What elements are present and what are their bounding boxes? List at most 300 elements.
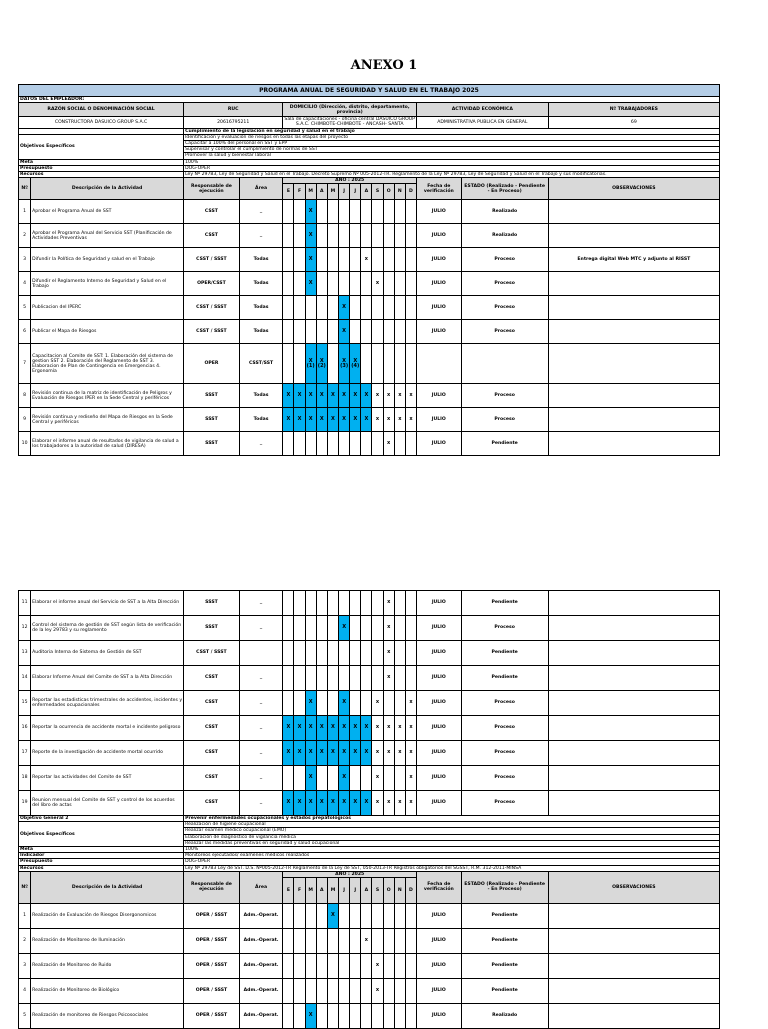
month-mark [283, 432, 294, 456]
month-mark [327, 954, 338, 979]
month-mark [361, 666, 372, 691]
activity-responsible: SSST [184, 384, 240, 408]
month-mark [316, 248, 327, 272]
month-mark: X [283, 408, 294, 432]
month-header: M [305, 878, 316, 904]
activity-number: 15 [19, 691, 31, 716]
activity-row [19, 248, 720, 272]
month-mark [294, 248, 305, 272]
month-mark [361, 591, 372, 616]
month-mark [394, 691, 405, 716]
month-header: A [361, 878, 372, 904]
month-mark [339, 591, 350, 616]
month-mark [361, 766, 372, 791]
activity-responsible: CSST [184, 224, 240, 248]
month-mark: x [383, 741, 394, 766]
month-mark: x [383, 384, 394, 408]
month-mark [350, 666, 361, 691]
month-mark: x [383, 616, 394, 641]
month-mark: X [305, 224, 316, 248]
month-mark: X [350, 791, 361, 816]
sst-program-table-2 [18, 590, 720, 1029]
obj2-especifico: Elaboración de diagnóstico de vigilancia médica [184, 834, 720, 840]
activity-number: 18 [19, 766, 31, 791]
month-mark [339, 979, 350, 1004]
month-mark [283, 641, 294, 666]
activity-row [19, 929, 720, 954]
activity-description: Auditoria Interna de Sistema de Gestión de SST [31, 641, 184, 666]
month-mark [327, 248, 338, 272]
month-mark: x [361, 929, 372, 954]
month-mark [361, 224, 372, 248]
verification-date: JULIO [417, 691, 462, 716]
verification-date: JULIO [417, 432, 462, 456]
month-mark [327, 766, 338, 791]
verification-date: JULIO [417, 200, 462, 224]
sst-program-table-1 [18, 84, 720, 456]
month-mark [405, 591, 416, 616]
verification-date: JULIO [417, 716, 462, 741]
obj1-presupuesto: DOG-OPER [184, 165, 720, 171]
month-mark [394, 248, 405, 272]
activity-row [19, 641, 720, 666]
month-mark [316, 1004, 327, 1029]
verification-date: JULIO [417, 741, 462, 766]
month-mark [372, 641, 383, 666]
month-mark: X [339, 766, 350, 791]
month-mark [350, 296, 361, 320]
month-mark [305, 320, 316, 344]
month-mark: x [394, 408, 405, 432]
month-mark [361, 1004, 372, 1029]
month-mark: x [405, 791, 416, 816]
month-mark [316, 432, 327, 456]
month-mark: X [305, 384, 316, 408]
activity-description: Reportar las actividades del Comite de SST [31, 766, 184, 791]
month-mark [350, 1004, 361, 1029]
obj1-especifico: Supervisar y controlar el cumplimiento de normas de SST [184, 147, 720, 153]
month-mark [350, 641, 361, 666]
month-header: N [394, 878, 405, 904]
activity-row [19, 716, 720, 741]
month-mark [327, 344, 338, 384]
month-mark [372, 248, 383, 272]
month-mark: X [339, 320, 350, 344]
activity-number: 13 [19, 641, 31, 666]
activity-area: Adm.-Operat. [239, 979, 283, 1004]
month-mark [405, 200, 416, 224]
month-mark [394, 1004, 405, 1029]
activity-observations [548, 432, 719, 456]
activity-description: Elaborar el informe anual de resultados de vigilancia de salud a los trabajadores a la autoridad de salud (DIRESA) [31, 432, 184, 456]
month-mark [327, 929, 338, 954]
month-mark: X [316, 791, 327, 816]
month-mark [339, 200, 350, 224]
verification-date: JULIO [417, 296, 462, 320]
month-mark [350, 691, 361, 716]
month-mark: X [361, 408, 372, 432]
month-mark: X [327, 384, 338, 408]
employer-header-name: RAZÓN SOCIAL O DENOMINACIÓN SOCIAL [19, 103, 184, 117]
activity-number: 8 [19, 384, 31, 408]
month-mark [361, 691, 372, 716]
month-mark: X [305, 716, 316, 741]
col-header-resp: Responsable de ejecución [184, 178, 240, 200]
month-mark [316, 320, 327, 344]
month-mark: X [327, 741, 338, 766]
month-header: J [339, 184, 350, 200]
activity-area: Adm.-Operat. [239, 954, 283, 979]
activity-row [19, 224, 720, 248]
activity-description: Control del sistema de gestión de SST según lista de verificación de la ley 29783 y su reglamento [31, 616, 184, 641]
activity-row [19, 741, 720, 766]
verification-date: JULIO [417, 272, 462, 296]
month-mark [372, 616, 383, 641]
month-mark: X [327, 904, 338, 929]
activity-status: Pendiente [461, 979, 548, 1004]
activity-observations [548, 741, 719, 766]
month-mark: X [339, 691, 350, 716]
month-mark [372, 224, 383, 248]
month-mark: X [316, 716, 327, 741]
col-header-area: Área [239, 178, 283, 200]
month-mark: x [361, 248, 372, 272]
month-mark: X [305, 691, 316, 716]
activity-number: 3 [19, 248, 31, 272]
month-mark [361, 954, 372, 979]
activity-row [19, 616, 720, 641]
month-mark [361, 432, 372, 456]
month-mark [283, 296, 294, 320]
year-label: AÑO : 2025 [283, 871, 417, 877]
month-mark [305, 979, 316, 1004]
month-mark [294, 666, 305, 691]
activity-observations [548, 904, 719, 929]
activity-status: Pendiente [461, 641, 548, 666]
month-mark [327, 1004, 338, 1029]
month-mark [283, 224, 294, 248]
month-mark [405, 296, 416, 320]
activity-responsible: OPER / SSST [184, 1004, 240, 1029]
activity-description: Realización de Evaluación de Riesgos Disergonomicos [31, 904, 184, 929]
month-mark: X [305, 741, 316, 766]
obj1-meta: 100% [184, 159, 720, 165]
obj2-indicador: Monitoreos ejecutados/ exámenes médicos realizados [184, 853, 720, 859]
obj1-recursos-label: Recursos [19, 172, 184, 178]
activity-responsible: OPER / SSST [184, 929, 240, 954]
month-mark [350, 248, 361, 272]
activity-responsible: SSST [184, 408, 240, 432]
col-header-desc: Descripción de la Actividad [31, 178, 184, 200]
month-header: E [283, 878, 294, 904]
month-mark: X [316, 741, 327, 766]
activity-row [19, 979, 720, 1004]
month-mark: x [372, 716, 383, 741]
activity-status: Realizado [461, 200, 548, 224]
month-mark [372, 200, 383, 224]
month-mark: x [372, 384, 383, 408]
month-mark: X [305, 272, 316, 296]
activity-observations [548, 691, 719, 716]
program-title: PROGRAMA ANUAL DE SEGURIDAD Y SALUD EN EL TRABAJO 2025 [19, 85, 720, 97]
month-mark [339, 272, 350, 296]
verification-date: JULIO [417, 766, 462, 791]
col-header-obs: OBSERVACIONES [548, 178, 719, 200]
activity-description: Difundir el Reglamento Interno de Seguridad y Salud en el Trabajo [31, 272, 184, 296]
activity-description: Elaborar el informe anual del Servicio de SST a la Alta Dirección [31, 591, 184, 616]
month-mark [294, 766, 305, 791]
col-header-resp: Responsable de ejecución [184, 871, 240, 903]
month-mark [372, 591, 383, 616]
activity-number: 5 [19, 1004, 31, 1029]
activity-area: _ [239, 691, 283, 716]
month-mark: x [383, 591, 394, 616]
month-mark: x [405, 384, 416, 408]
activity-status: Realizado [461, 224, 548, 248]
month-header: J [350, 878, 361, 904]
activity-row [19, 954, 720, 979]
month-mark [361, 616, 372, 641]
verification-date: JULIO [417, 384, 462, 408]
month-mark: x [372, 791, 383, 816]
month-mark [316, 954, 327, 979]
activity-observations [548, 296, 719, 320]
month-mark [350, 904, 361, 929]
activity-observations [548, 666, 719, 691]
obj2-recursos: Ley Nº 29783 Ley de SST. D.S. Nº005-2012-TR Reglamento de la Ley de SST, 050-2013-TR Registros obligatorios del SGSST, R.M. 312-2011-MINSA [184, 865, 720, 871]
month-mark [394, 616, 405, 641]
month-mark: x [394, 384, 405, 408]
employer-header-ruc: RUC [184, 103, 283, 117]
month-mark: X [339, 791, 350, 816]
activity-observations [548, 954, 719, 979]
month-mark [283, 1004, 294, 1029]
month-mark [316, 200, 327, 224]
obj1-especifico: Capacitar a 100% del personal en SST y EPP [184, 141, 720, 147]
activity-row [19, 1004, 720, 1029]
activity-description: Realización de Monitoreo de Biológico [31, 979, 184, 1004]
activity-responsible: CSST / SSST [184, 641, 240, 666]
month-header: J [339, 878, 350, 904]
activity-observations [548, 224, 719, 248]
month-mark [405, 641, 416, 666]
activity-row [19, 691, 720, 716]
obj1-especifico: Identificación y evaluación de riesgos en todas las etapas del proyecto [184, 134, 720, 140]
verification-date [417, 344, 462, 384]
month-mark: x [405, 766, 416, 791]
month-mark [405, 616, 416, 641]
month-header: O [383, 184, 394, 200]
verification-date: JULIO [417, 1004, 462, 1029]
activity-number: 16 [19, 716, 31, 741]
activity-description: Realización de Monitoreo de Iluminación [31, 929, 184, 954]
month-mark: X [294, 791, 305, 816]
activity-description: Aprobar el Programa Anual de SST [31, 200, 184, 224]
month-mark [316, 641, 327, 666]
month-mark: X [316, 408, 327, 432]
month-mark [339, 641, 350, 666]
activity-responsible: CSST [184, 716, 240, 741]
month-mark [350, 224, 361, 248]
activity-observations [548, 641, 719, 666]
activity-number: 2 [19, 224, 31, 248]
obj1-general: Cumplimiento de la legislación en seguridad y salud en el trabajo [184, 128, 720, 134]
month-mark: X [327, 716, 338, 741]
activity-responsible: CSST / SSST [184, 320, 240, 344]
verification-date: JULIO [417, 979, 462, 1004]
month-mark [350, 616, 361, 641]
employer-header-address: DOMICILIO (Dirección, distrito, departamento, provincia) [283, 103, 417, 117]
month-mark [383, 929, 394, 954]
month-mark [394, 320, 405, 344]
employer-workers: 69 [548, 117, 719, 128]
activity-number: 1 [19, 200, 31, 224]
month-mark [350, 432, 361, 456]
month-mark: X [350, 384, 361, 408]
month-mark [350, 929, 361, 954]
month-mark: X [305, 408, 316, 432]
activity-observations [548, 791, 719, 816]
employer-section-label: DATOS DEL EMPLEADOR: [19, 97, 720, 103]
month-mark [350, 591, 361, 616]
month-mark: X [283, 741, 294, 766]
month-mark [327, 296, 338, 320]
month-mark [394, 591, 405, 616]
activity-area: _ [239, 224, 283, 248]
month-header: E [283, 184, 294, 200]
activity-description: Realización de Monitoreo de Ruido [31, 954, 184, 979]
month-mark [372, 666, 383, 691]
activity-observations [548, 200, 719, 224]
obj2-label: Objetivo General 2 [19, 816, 184, 822]
activity-number: 6 [19, 320, 31, 344]
activity-area: _ [239, 616, 283, 641]
activity-area: Adm.-Operat. [239, 1004, 283, 1029]
month-mark [283, 591, 294, 616]
activity-status: Proceso [461, 616, 548, 641]
month-mark: x [394, 791, 405, 816]
month-mark [316, 224, 327, 248]
month-mark: X [305, 1004, 316, 1029]
month-mark [405, 248, 416, 272]
activity-row [19, 296, 720, 320]
activity-status: Pendiente [461, 432, 548, 456]
activity-status: Proceso [461, 766, 548, 791]
month-mark [405, 432, 416, 456]
month-mark [394, 979, 405, 1004]
month-mark [394, 272, 405, 296]
month-mark [394, 432, 405, 456]
month-mark: X (1) [305, 344, 316, 384]
activity-observations [548, 344, 719, 384]
verification-date: JULIO [417, 791, 462, 816]
activity-row [19, 272, 720, 296]
month-mark [383, 954, 394, 979]
verification-date: JULIO [417, 904, 462, 929]
month-mark [316, 616, 327, 641]
activity-status: Realizado [461, 1004, 548, 1029]
month-mark [294, 591, 305, 616]
activity-number: 14 [19, 666, 31, 691]
activity-observations [548, 320, 719, 344]
month-mark: X [283, 791, 294, 816]
activity-description: Revisión continua y rediseño del Mapa de Riesgos en la Sede Central y periféricos [31, 408, 184, 432]
month-mark: x [405, 741, 416, 766]
activity-number: 17 [19, 741, 31, 766]
month-mark [394, 666, 405, 691]
col-header-estado: ESTADO (Realizado - Pendiente - En Proceso) [461, 178, 548, 200]
activity-responsible: CSST / SSST [184, 296, 240, 320]
month-header: A [316, 878, 327, 904]
month-mark: x [383, 641, 394, 666]
month-mark: X [294, 716, 305, 741]
month-mark [383, 272, 394, 296]
month-mark [305, 616, 316, 641]
month-header: N [394, 184, 405, 200]
month-mark [316, 904, 327, 929]
activity-responsible: OPER [184, 344, 240, 384]
month-mark [305, 666, 316, 691]
month-mark [383, 320, 394, 344]
month-mark [305, 432, 316, 456]
month-header: S [372, 878, 383, 904]
month-mark: X [339, 408, 350, 432]
verification-date: JULIO [417, 591, 462, 616]
verification-date: JULIO [417, 616, 462, 641]
month-mark [383, 904, 394, 929]
activity-status: Proceso [461, 320, 548, 344]
month-mark [283, 979, 294, 1004]
month-mark: X [361, 384, 372, 408]
month-mark: x [383, 408, 394, 432]
activity-responsible: OPER / SSST [184, 954, 240, 979]
employer-activity: ADMINISTRATIVA PUBLICA EN GENERAL [417, 117, 549, 128]
month-mark [394, 296, 405, 320]
month-mark [383, 200, 394, 224]
month-mark [361, 296, 372, 320]
activity-number: 4 [19, 272, 31, 296]
activity-responsible: OPER / SSST [184, 904, 240, 929]
month-mark [372, 929, 383, 954]
month-header: A [361, 184, 372, 200]
month-mark [383, 766, 394, 791]
activity-area: Todas [239, 320, 283, 344]
month-header: D [405, 184, 416, 200]
month-mark [316, 929, 327, 954]
activity-responsible: CSST [184, 691, 240, 716]
activity-row [19, 666, 720, 691]
month-mark [361, 200, 372, 224]
month-mark [383, 248, 394, 272]
activity-observations [548, 716, 719, 741]
month-mark [283, 616, 294, 641]
obj1-especificos-label: Objetivos Específicos [19, 134, 184, 159]
obj1-recursos: Ley Nº 29783, Ley de Seguridad y Salud en el Trabajo. Decreto Supremo Nº 005-2012-TR. Reglamento de la Ley Nº 29783, Ley de Seguridad y Salud en el Trabajo y sus modificatorias. [184, 172, 720, 178]
month-mark [383, 979, 394, 1004]
month-mark [350, 200, 361, 224]
month-mark [327, 616, 338, 641]
verification-date: JULIO [417, 320, 462, 344]
activity-number: 1 [19, 904, 31, 929]
month-mark [294, 929, 305, 954]
employer-header-activity: ACTIVIDAD ECONÓMICA [417, 103, 549, 117]
month-mark: x [394, 741, 405, 766]
obj2-presupuesto-label: Presupuesto [19, 859, 184, 865]
activity-number: 5 [19, 296, 31, 320]
month-mark: x [372, 954, 383, 979]
obj2-especifico: Realizar examen médico ocupacional (EMO) [184, 828, 720, 834]
obj2-especificos-label: Objetivos Específicos [19, 822, 184, 847]
